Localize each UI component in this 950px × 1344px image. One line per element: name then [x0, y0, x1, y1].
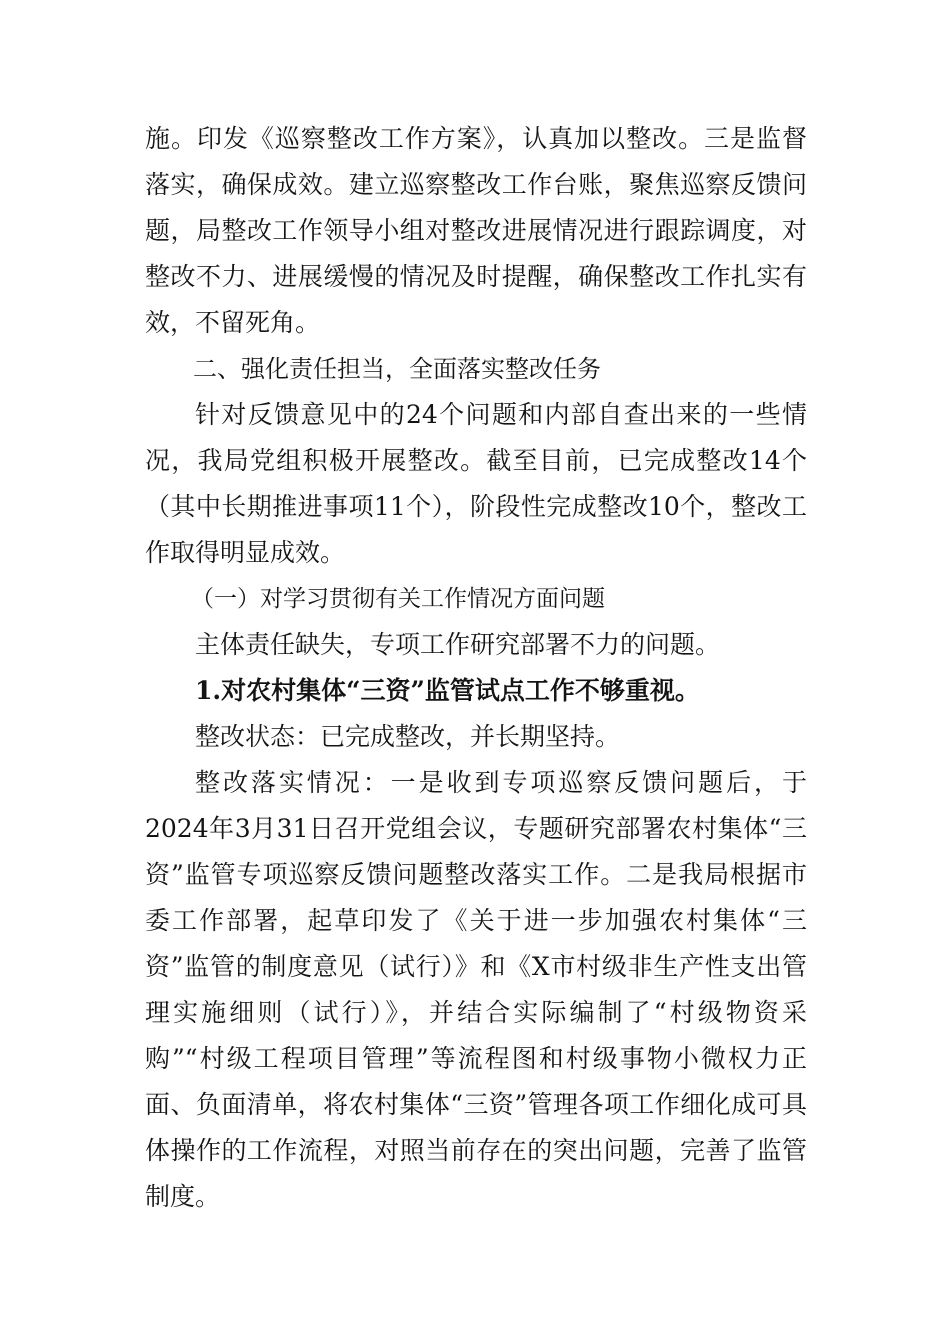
- paragraph-issue: 主体责任缺失，专项工作研究部署不力的问题。: [195, 630, 721, 659]
- paragraph-status: 整改状态：已完成整改，并长期坚持。: [195, 722, 621, 751]
- paragraph-summary: 针对反馈意见中的24个问题和内部自查出来的一些情况，我局党组积极开展整改。截至目前，已完成整改14个（其中长期推进事项11个），阶段性完成整改10个，整改工作取得明显成效。: [145, 400, 807, 567]
- subsection-heading: （一）对学习贯彻有关工作情况方面问题: [191, 586, 605, 612]
- document-body: [145, 116, 807, 1220]
- paragraph-continuation: 施。印发《巡察整改工作方案》，认真加以整改。三是监督落实，确保成效。建立巡察整改工作台账，聚焦巡察反馈问题，局整改工作领导小组对整改进展情况进行跟踪调度，对整改不力、进展缓慢的情况及时提醒，确保整改工作扎实有效，不留死角。: [145, 124, 807, 337]
- item-heading: 1.对农村集体“三资”监管试点工作不够重视。: [195, 676, 700, 705]
- section-heading: 二、强化责任担当，全面落实整改任务: [193, 355, 601, 383]
- paragraph-implementation: 整改落实情况：一是收到专项巡察反馈问题后，于2024年3月31日召开党组会议，专题研究部署农村集体“三资”监管专项巡察反馈问题整改落实工作。二是我局根据市委工作部署，起草印发了《关于进一步加强农村集体“三资”监管的制度意见（试行）》和《X市村级非生产性支出管理实施细则（试行）》，并结合实际编制了“村级物资采购”“村级工程项目管理”等流程图和村级事物小微权力正面、负面清单，将农村集体“三资”管理各项工作细化成可具体操作的工作流程，对照当前存在的突出问题，完善了监管制度。: [145, 768, 807, 1211]
